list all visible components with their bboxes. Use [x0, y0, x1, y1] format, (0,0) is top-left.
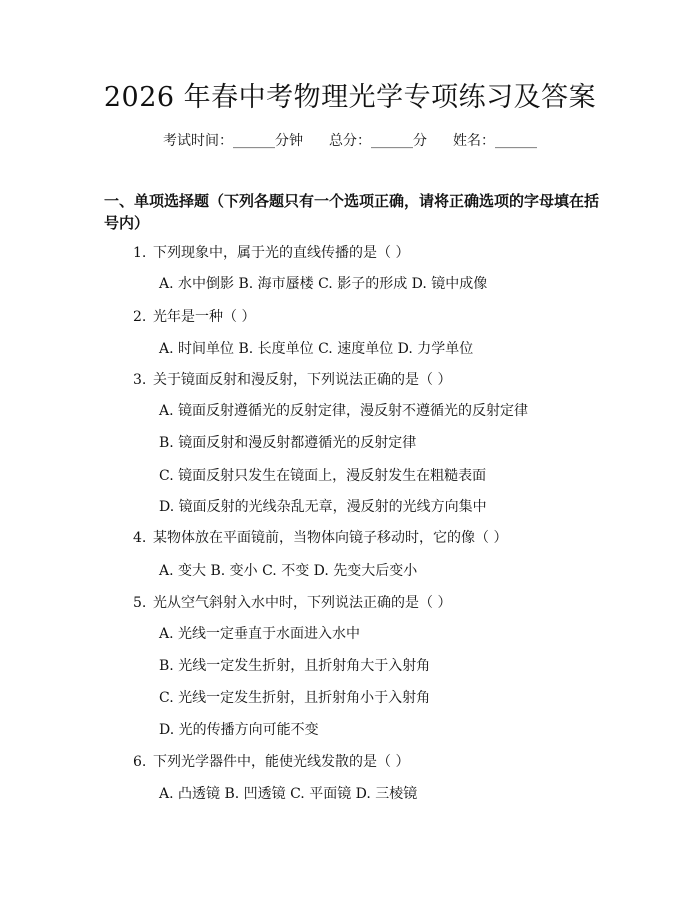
question-3: [133, 370, 451, 390]
question-3-option-a: A. 镜面反射遵循光的反射定律，漫反射不遵循光的反射定律: [159, 403, 529, 419]
question-4: [133, 528, 507, 548]
question-3-option-d: D. 镜面反射的光线杂乱无章，漫反射的光线方向集中: [159, 499, 487, 515]
question-4-options: A. 变大 B. 变小 C. 不变 D. 先变大后变小: [159, 563, 418, 579]
question-5: [133, 593, 451, 613]
question-number: 6.: [133, 754, 147, 770]
page-title: 2026 年春中考物理光学专项练习及答案: [103, 82, 597, 113]
exam-time-field: 考试时间：______分钟: [163, 133, 303, 149]
question-text: 关于镜面反射和漫反射，下列说法正确的是（ ）: [153, 372, 452, 388]
question-5-option-c: C. 光线一定发生折射，且折射角小于入射角: [159, 690, 431, 706]
question-text: 光从空气斜射入水中时，下列说法正确的是（ ）: [153, 595, 452, 611]
question-text: 光年是一种（ ）: [153, 309, 256, 325]
question-3-option-c: C. 镜面反射只发生在镜面上，漫反射发生在粗糙表面: [159, 468, 487, 484]
question-number: 3.: [133, 372, 147, 388]
question-6: [133, 752, 409, 772]
exam-info: [0, 131, 700, 151]
question-number: 2.: [133, 309, 147, 325]
question-number: 5.: [133, 595, 147, 611]
question-2: [133, 307, 255, 327]
section-heading: 一、单项选择题（下列各题只有一个选项正确，请将正确选项的字母填在括号内）: [104, 192, 600, 232]
question-5-option-b: B. 光线一定发生折射，且折射角大于入射角: [159, 658, 431, 674]
question-text: 下列现象中，属于光的直线传播的是（ ）: [153, 245, 410, 261]
question-1-options: A. 水中倒影 B. 海市蜃楼 C. 影子的形成 D. 镜中成像: [159, 276, 488, 292]
question-6-options: A. 凸透镜 B. 凹透镜 C. 平面镜 D. 三棱镜: [159, 786, 418, 802]
question-number: 1.: [133, 245, 147, 261]
question-5-option-a: A. 光线一定垂直于水面进入水中: [159, 626, 361, 642]
question-3-option-b: B. 镜面反射和漫反射都遵循光的反射定律: [159, 435, 417, 451]
question-1: [133, 243, 409, 263]
question-5-option-d: D. 光的传播方向可能不变: [159, 722, 319, 738]
question-2-options: A. 时间单位 B. 长度单位 C. 速度单位 D. 力学单位: [159, 341, 474, 357]
question-number: 4.: [133, 530, 147, 546]
total-score-field: 总分：______分: [329, 133, 427, 149]
question-text: 某物体放在平面镜前，当物体向镜子移动时，它的像（ ）: [153, 530, 508, 546]
question-text: 下列光学器件中，能使光线发散的是（ ）: [153, 754, 410, 770]
student-name-field: 姓名：______: [453, 133, 537, 149]
